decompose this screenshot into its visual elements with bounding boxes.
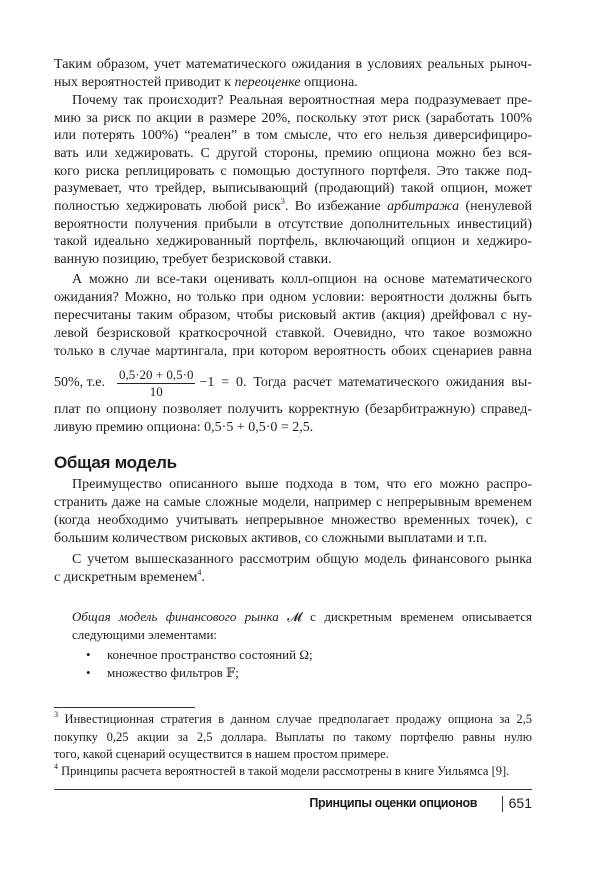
text-line: вать или хеджировать. С другой стороны, премию опциона можно без вся- xyxy=(54,146,532,161)
running-footer-title: Принципы оценки опционов xyxy=(309,796,477,810)
list-item-text: конечное пространство состояний Ω; xyxy=(107,647,313,662)
text-line: А можно ли все-таки оценивать колл-опцион на основе математического xyxy=(72,272,532,287)
text-line: такой идеально хеджированный портфель, включающий опцион и хеджиро- xyxy=(54,234,532,249)
text-line: Таким образом, учет математического ожидания в условиях реальных рыноч- xyxy=(54,57,532,72)
text-line: кого риска реплицировать с помощью доступного портфеля. Это также под- xyxy=(54,164,532,179)
footnote-line: того, какой сценарий осуществится в нашем простом примере. xyxy=(54,747,389,761)
bullet-icon: • xyxy=(86,665,91,680)
text: Инвестиционная стратегия в данном случае предполагает продажу опциона за 2,5 xyxy=(64,712,532,726)
text: полностью хеджировать любой риск xyxy=(54,199,281,214)
page-number: 651 xyxy=(508,795,532,811)
bullet-icon: • xyxy=(86,647,91,662)
list-item xyxy=(86,646,313,664)
list-item-text: множество фильтров 𝔽; xyxy=(107,665,239,680)
footer-separator xyxy=(502,796,503,812)
text-line: левой безрисковой краткосрочной ставкой. Очевидно, что такое возможно xyxy=(54,326,532,341)
text-line: странить даже на самые сложные модели, например с непрерывным временем xyxy=(54,495,532,510)
definition-line: следующими элементами: xyxy=(72,627,218,642)
text: Принципы расчета вероятностей в такой модели рассмотрены в книге Уильямса [9]. xyxy=(61,764,510,778)
footnote-4 xyxy=(54,763,532,780)
denominator: 10 xyxy=(149,383,163,399)
definition-line xyxy=(72,608,532,626)
numerator: 0,5·20 + 0,5·0 xyxy=(118,366,194,382)
footnote-divider xyxy=(54,707,195,708)
text-line: пересчитаны таким образом, чтобы рисковый актив (акция) дрейфовал с ну- xyxy=(54,308,532,323)
text-line xyxy=(54,198,532,216)
text: с дискретным временем xyxy=(54,570,198,585)
emphasis: переоценке xyxy=(234,75,301,90)
text-line: Преимущество описанного выше подхода в том, что его можно распро- xyxy=(72,477,532,492)
text-line: или потерять 100%) “реален” в том смысле, что его нельзя диверсифициро- xyxy=(54,128,532,143)
footnote-line: покупку 0,25 акции за 2,5 доллара. Выплаты по такому портфелю равны нулю xyxy=(54,730,532,744)
text-line: разумевает, что трейдер, выписывающий (продающий) такой опцион, может xyxy=(54,181,532,196)
text-line xyxy=(54,74,532,92)
text: −1 = 0. Тогда расчет математического ожидания вы- xyxy=(199,375,532,390)
definition-term: Общая модель финансового рынка xyxy=(72,609,279,624)
text-line: Почему так происходит? Реальная вероятностная мера подразумевает пре- xyxy=(72,93,532,108)
text-line: большим количеством рисковых активов, со сложными выплатами и т.п. xyxy=(54,531,487,546)
footnote-mark: 3 xyxy=(54,711,58,719)
footnote-ref-3[interactable]: 3 xyxy=(280,198,285,206)
text: (ненулевой xyxy=(459,199,532,214)
list-item xyxy=(86,664,239,682)
text-line: С учетом вышесказанного рассмотрим общую модель финансового рынка xyxy=(72,552,532,567)
text: . Во избежание xyxy=(284,199,388,214)
fraction xyxy=(117,367,196,400)
text-line: (когда необходимо учитывать непрерывное множество временных точек), с xyxy=(54,513,532,528)
text: . xyxy=(201,570,205,585)
text-line: ливую премию опциона: 0,5·5 + 0,5·0 = 2,5. xyxy=(54,420,314,435)
text-line: плат по опциону позволяет получить корректную (безарбитражную) справед- xyxy=(54,402,532,417)
footnote-ref-4[interactable]: 4 xyxy=(197,569,202,577)
text: с дискретным временем описывается xyxy=(301,609,532,624)
formula-line xyxy=(54,364,532,402)
footer-divider xyxy=(54,789,532,790)
text-line: только в случае мартингала, при котором вероятность обоих сценариев равна xyxy=(54,344,532,359)
footnote-3 xyxy=(54,711,532,728)
text: ных вероятностей приводит к xyxy=(54,75,235,90)
emphasis: арбитража xyxy=(387,199,460,214)
text-line: мию за риск по акции в размере 20%, поскольку этот риск (заработать 100% xyxy=(54,111,532,126)
section-heading: Общая модель xyxy=(54,453,177,472)
footnote-mark: 4 xyxy=(54,763,58,771)
text: 50%, т.е. xyxy=(54,375,105,390)
text-line: ожидания? Можно, но только при одном условии: вероятности должны быть xyxy=(54,290,532,305)
model-symbol: 𝓜 xyxy=(287,609,302,624)
text-line: ванную позицию, требует безрисковой ставки. xyxy=(54,252,332,267)
text: опциона. xyxy=(300,75,358,90)
text-line: вероятности получения прибыли в отсутствие дополнительных инвестиций) xyxy=(54,217,532,232)
text-line xyxy=(54,569,532,587)
